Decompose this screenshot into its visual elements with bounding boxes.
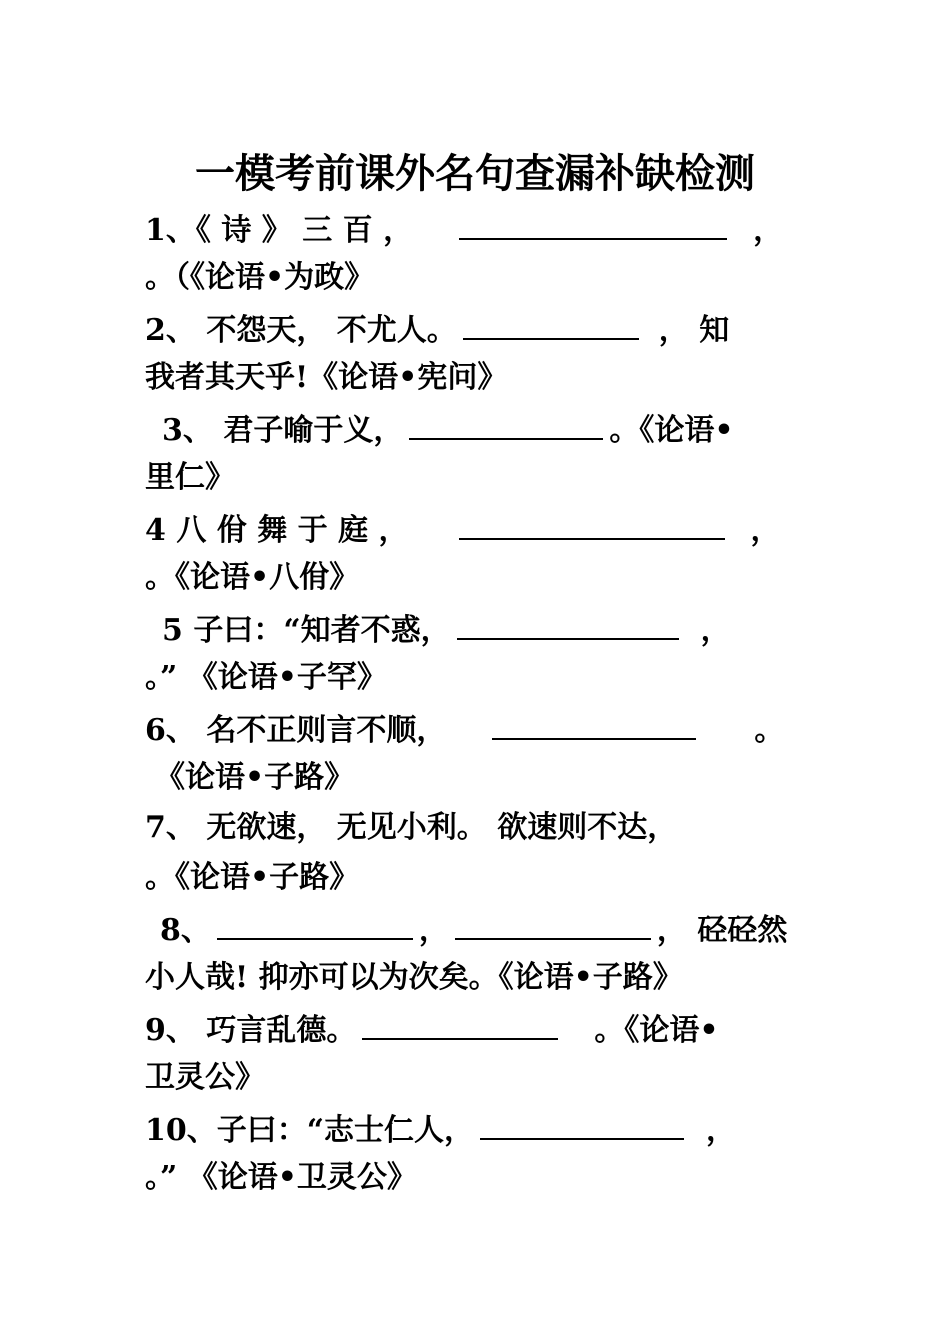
question-9-text: 9、 巧言乱德。 (145, 1013, 357, 1048)
question-4-line-1 (145, 508, 825, 551)
question-10-punct: ， (706, 1113, 737, 1148)
question-5-text: 5 子曰：“知者不惑， (162, 613, 451, 648)
question-1-line-2 (145, 258, 825, 298)
question-4-text: 4 八 佾 舞 于 庭 ， (145, 513, 409, 548)
question-10-blank[interactable] (480, 1108, 684, 1140)
question-9-source-cont: 卫灵公》 (145, 1060, 265, 1095)
question-10-source: 。” 《论语•卫灵公》 (145, 1160, 417, 1195)
question-8-text: 8、 (160, 913, 211, 948)
question-4-source: 。《论语•八佾》 (145, 560, 360, 595)
question-8-line-1 (160, 908, 840, 951)
question-7-source: 。《论语•子路》 (145, 860, 360, 895)
question-6-line-1 (145, 708, 825, 751)
question-5-blank[interactable] (457, 608, 679, 640)
question-7-line-1 (145, 808, 825, 848)
question-7-line-2 (145, 858, 825, 898)
question-3-source: 。《论语• (609, 413, 734, 448)
question-8-blank-2[interactable] (455, 908, 651, 940)
question-1-source: 。（《论语•为政》 (145, 260, 375, 295)
question-2-source: 我者其天乎!《论语•宪问》 (145, 360, 508, 395)
question-6-blank[interactable] (492, 708, 696, 740)
question-3-line-1 (162, 408, 842, 451)
question-9-source: 。《论语• (594, 1013, 719, 1048)
question-8-punct: ， (418, 913, 449, 948)
question-6-punct: 。 (754, 713, 785, 748)
question-4-punct: ， (750, 513, 781, 548)
question-7-text: 7、 无欲速， 无见小利。 欲速则不达， (145, 810, 678, 845)
question-3-blank[interactable] (409, 408, 603, 440)
question-9-blank[interactable] (362, 1008, 558, 1040)
question-3-line-2 (145, 458, 825, 498)
question-8-line-2 (145, 958, 825, 998)
question-5-line-2 (145, 658, 825, 698)
question-6-source: 《论语•子路》 (155, 760, 355, 795)
question-2-line-2 (145, 358, 825, 398)
page-title: 一模考前课外名句查漏补缺检测 (195, 150, 755, 197)
question-4-blank[interactable] (459, 508, 725, 540)
question-10-text: 10、子曰：“志士仁人， (145, 1113, 475, 1148)
question-2-blank[interactable] (463, 308, 639, 340)
question-9-line-1 (145, 1008, 825, 1051)
question-2-punct: ， 知 (658, 313, 730, 348)
question-1-blank[interactable] (459, 208, 727, 240)
question-5-source: 。” 《论语•子罕》 (145, 660, 387, 695)
question-3-text: 3、 君子喻于义， (162, 413, 404, 448)
question-2-line-1 (145, 308, 825, 351)
question-6-text: 6、 名不正则言不顺， (145, 713, 447, 748)
question-8-text-2: ， 硁硁然 (656, 913, 788, 948)
question-5-punct: ， (700, 613, 731, 648)
question-2-text: 2、 不怨天， 不尤人。 (145, 313, 457, 348)
question-10-line-2 (145, 1158, 825, 1198)
question-5-line-1 (162, 608, 842, 651)
question-1-text: 1、《 诗 》 三 百 ， (145, 213, 414, 248)
question-8-source: 小人哉! 抑亦可以为次矣。《论语•子路》 (145, 960, 683, 995)
question-1-line-1 (145, 208, 825, 251)
question-6-line-2 (155, 758, 835, 798)
question-10-line-1 (145, 1108, 825, 1151)
question-1-punct: ， (753, 213, 784, 248)
question-8-blank-1[interactable] (217, 908, 413, 940)
question-4-line-2 (145, 558, 825, 598)
question-9-line-2 (145, 1058, 825, 1098)
question-3-source-cont: 里仁》 (145, 460, 235, 495)
